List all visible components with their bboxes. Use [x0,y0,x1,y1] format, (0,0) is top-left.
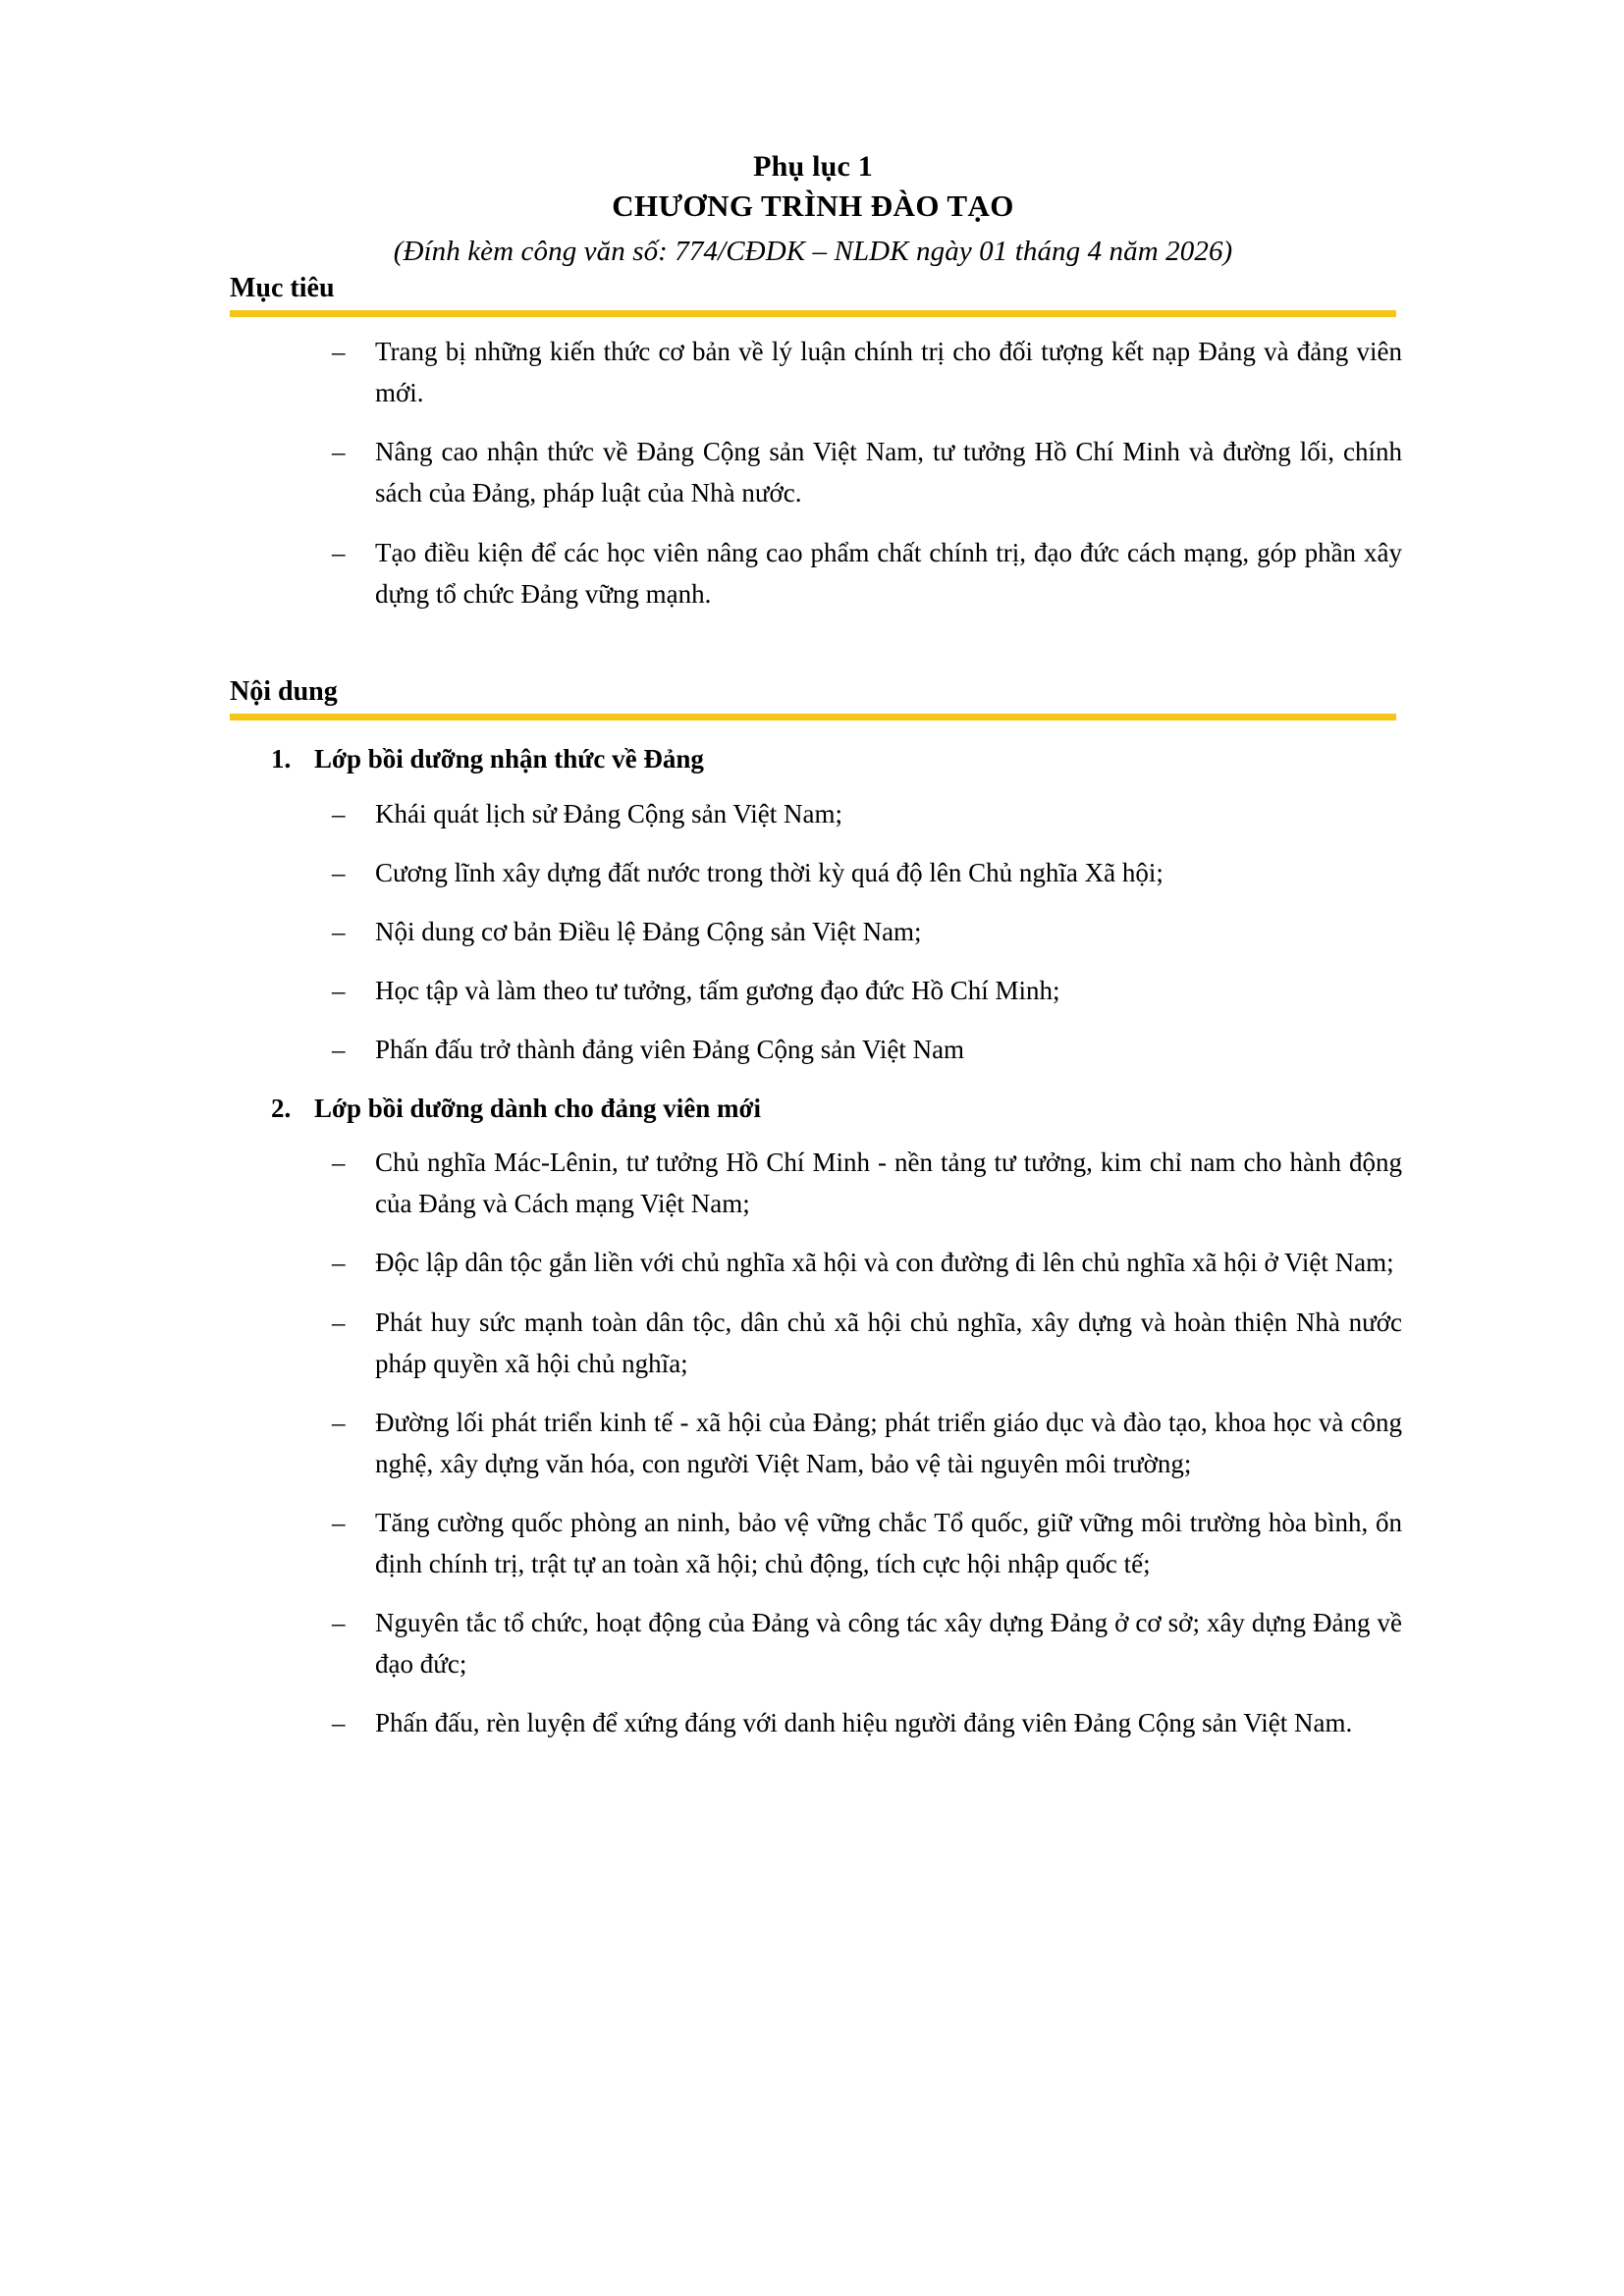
document-content [224,147,1402,1744]
list-item [332,532,1402,614]
document-reference-note: (Đính kèm công văn số: 774/CĐDK – NLDK ngày 01 tháng 4 năm 2026) [393,235,1233,267]
list-item-text: Phấn đấu, rèn luyện để xứng đáng với danh hiệu người đảng viên Đảng Cộng sản Việt Nam. [375,1708,1353,1738]
muc-tieu-list [332,331,1402,614]
dash-icon: – [332,857,346,887]
dash-icon: – [332,1248,346,1278]
section-heading-muc-tieu: Mục tiêu [230,272,335,303]
gold-divider-noi-dung [230,714,1396,721]
list-item-text: Nâng cao nhận thức về Đảng Cộng sản Việt Nam, tư tưởng Hồ Chí Minh và đường lối, chính sách của Đảng, pháp luật của Nhà nước. [375,437,1402,508]
dash-icon: – [332,1034,346,1064]
dash-icon: – [332,975,346,1005]
numbered-section-2 [271,1090,1402,1128]
list-item-text: Đường lối phát triển kinh tế - xã hội của Đảng; phát triển giáo dục và đào tạo, khoa học và công nghệ, xây dựng văn hóa, con người Việt Nam, bảo vệ tài nguyên môi trường; [375,1407,1402,1478]
list-item-text: Nội dung cơ bản Điều lệ Đảng Cộng sản Việt Nam; [375,916,922,946]
list-item [332,1142,1402,1224]
dash-icon: – [332,1708,346,1738]
section-gap [224,614,1402,675]
list-item [332,1029,1402,1070]
section-number: 1. [271,744,292,774]
list-item-text: Nguyên tắc tổ chức, hoạt động của Đảng và công tác xây dựng Đảng ở cơ sở; xây dựng Đảng về đạo đức; [375,1608,1402,1680]
list-item-text: Khái quát lịch sử Đảng Cộng sản Việt Nam; [375,798,842,828]
section-title: Lớp bồi dưỡng dành cho đảng viên mới [314,1094,761,1124]
dash-icon: – [332,337,346,367]
document-title-block [224,147,1402,272]
list-item [332,793,1402,834]
list-item [332,1402,1402,1484]
dash-icon: – [332,1307,346,1337]
list-item [332,1502,1402,1584]
dash-icon: – [332,798,346,828]
dash-icon: – [332,537,346,567]
list-item [332,911,1402,952]
list-item-text: Tăng cường quốc phòng an ninh, bảo vệ vững chắc Tổ quốc, giữ vững môi trường hòa bình, ổn định chính trị, trật tự an toàn xã hội; chủ động, tích cực hội nhập quốc tế; [375,1507,1402,1579]
noi-dung-section-1-list [332,793,1402,1071]
section-title: Lớp bồi dưỡng nhận thức về Đảng [314,744,704,774]
appendix-label: Phụ lục 1 [753,150,873,183]
list-item [332,331,1402,413]
list-item-text: Chủ nghĩa Mác-Lênin, tư tưởng Hồ Chí Minh - nền tảng tư tưởng, kim chỉ nam cho hành động của Đảng và Cách mạng Việt Nam; [375,1148,1402,1219]
list-item-text: Cương lĩnh xây dựng đất nước trong thời kỳ quá độ lên Chủ nghĩa Xã hội; [375,857,1164,887]
dash-icon: – [332,916,346,946]
dash-icon: – [332,1507,346,1537]
list-item-text: Tạo điều kiện để các học viên nâng cao phẩm chất chính trị, đạo đức cách mạng, góp phần xây dựng tổ chức Đảng vững mạnh. [375,537,1402,609]
list-item [332,1602,1402,1684]
list-item [332,852,1402,893]
list-item [332,970,1402,1011]
list-item [332,1702,1402,1743]
numbered-section-1 [271,740,1402,778]
list-item [332,431,1402,513]
list-item-text: Học tập và làm theo tư tưởng, tấm gương đạo đức Hồ Chí Minh; [375,975,1060,1005]
list-item-text: Phát huy sức mạnh toàn dân tộc, dân chủ xã hội chủ nghĩa, xây dựng và hoàn thiện Nhà nước pháp quyền xã hội chủ nghĩa; [375,1307,1402,1378]
list-item-text: Độc lập dân tộc gắn liền với chủ nghĩa xã hội và con đường đi lên chủ nghĩa xã hội ở Việt Nam; [375,1248,1394,1278]
dash-icon: – [332,437,346,467]
list-item-text: Trang bị những kiến thức cơ bản về lý luận chính trị cho đối tượng kết nạp Đảng và đảng viên mới. [375,337,1402,408]
document-main-title: CHƯƠNG TRÌNH ĐÀO TẠO [612,187,1014,223]
dash-icon: – [332,1407,346,1437]
list-item [332,1242,1402,1283]
list-item-text: Phấn đấu trở thành đảng viên Đảng Cộng sản Việt Nam [375,1034,965,1064]
noi-dung-section-2-list [332,1142,1402,1743]
dash-icon: – [332,1608,346,1638]
section-heading-noi-dung: Nội dung [230,675,338,707]
dash-icon: – [332,1148,346,1178]
gold-divider-muc-tieu [230,310,1396,317]
section-number: 2. [271,1094,292,1124]
list-item [332,1302,1402,1384]
